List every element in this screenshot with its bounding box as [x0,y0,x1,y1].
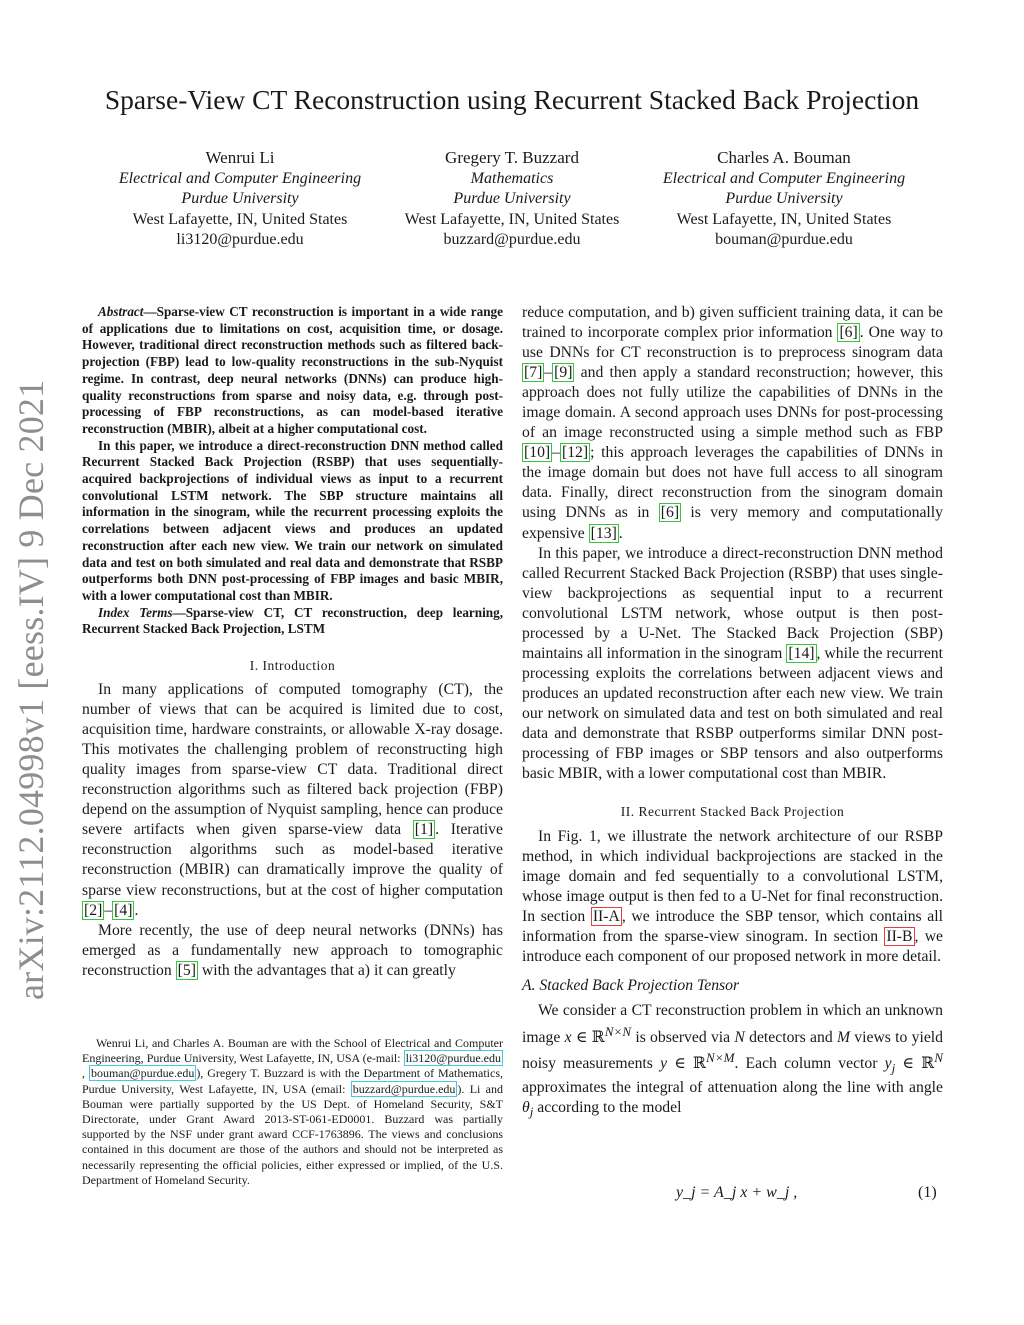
author-email: li3120@purdue.edu [176,231,304,248]
index-terms: Index Terms—Sparse-view CT, CT reconstruction, deep learning, Recurrent Stacked Back Projection, LSTM [82,604,503,637]
right-column [522,303,943,1122]
author-univ: Purdue University [453,190,571,207]
email-link[interactable]: bouman@purdue.edu [90,1066,195,1081]
abstract-paragraph-2: In this paper, we introduce a direct-reconstruction DNN method called Recurrent Stacked Back Projection (RSBP) that uses sequentially-acquired backprojections of individual views as input to a recurrent convolutional LSTM network. The SBP structure maintains all information in the sinogram, while the recurrent processing exploits the correlations between adjacent views and produces an updated reconstruction after each new view. We train our network on simulated data and test on both simulated and real data and demonstrate that RSBP outperforms both DNN post-processing of FBP images and basic MBIR, with a lower computational cost than MBIR. [82,437,503,603]
citation-link[interactable]: [6] [839,324,858,342]
intro-paragraph-3: reduce computation, and b) given sufficient training data, it can be trained to incorporate complex prior information [6] . One way to use DNNs for CT reconstruction is to preprocess sinogram data [7] – [9] and then apply a standard reconstruction; however, this approach does not fully utilize the capabilities of DNNs in the image domain. A second approach uses DNNs for post-processing of an image reconstructed using a simple method such as FBP [10] – [12] ; this approach leverages the capabilities of DNNs in the image domain but does not have full access to all sinogram data. Finally, direct reconstruction from the sinogram domain using DNNs as in [6] is very memory and computationally expensive [13] . [522,304,943,542]
author-dept: Electrical and Computer Engineering [662,169,906,187]
author-univ: Purdue University [725,190,843,207]
author-dept: Electrical and Computer Engineering [118,169,362,187]
author-email: buzzard@purdue.edu [443,231,581,248]
author-univ: Purdue University [181,190,299,207]
citation-link[interactable]: [1] [414,821,434,839]
section-heading-introduction: I. Introduction [249,658,336,674]
author-name: Gregery T. Buzzard [445,148,579,167]
email-link[interactable]: li3120@purdue.edu [405,1051,501,1066]
citation-link[interactable]: [2] [84,901,103,919]
paper-title: Sparse-View CT Reconstruction using Recurrent Stacked Back Projection [104,84,920,115]
citation-link[interactable]: [5] [177,961,196,979]
section2-paragraph-2: We consider a CT reconstruction problem in which an unknown image x ∈ ℝ$^{N\times N}$ is observed via N detectors and M views to yield noisy measurements y ∈ ℝ$^{N\times M}$. Each column vector $y_j$ ∈ ℝ$^N$ approximates the integral of attenuation along the line with angle $\theta_j$ according to the model [522,1002,943,1120]
section-heading-rsbp: II. Recurrent Stacked Back Projection [620,804,845,820]
equation-1: y_j = A_j x + w_j , [676,1184,798,1201]
section-link[interactable]: II-B [886,928,913,946]
citation-link[interactable]: [14] [788,644,815,662]
citation-link[interactable]: [7] [524,364,543,382]
author-location: West Lafayette, IN, United States [676,210,892,228]
citation-link[interactable]: [4] [114,901,133,919]
author-name: Charles A. Bouman [717,148,851,167]
email-link[interactable]: buzzard@purdue.edu [352,1081,456,1096]
author-location: West Lafayette, IN, United States [132,210,348,228]
intro-paragraph-1: In many applications of computed tomography (CT), the number of views that can be acquired is limited due to cost, acquisition time, hardware constraints, or allowable X-ray dosage. This motivates the challenging problem of reconstructing high quality images from sparse-view CT data. Traditional direct reconstruction algorithms such as filtered back projection (FBP) depend on the assumption of Nyquist sampling, hence can produce severe artifacts when given sparse-view data [1] . Iterative reconstruction algorithms such as model-based iterative reconstruction (MBIR) can dramatically improve the quality of sparse view reconstructions, but at the cost of higher computation [2] – [4] . [82,681,503,919]
abstract-label: Abstract [98,304,144,319]
citation-link[interactable]: [9] [554,364,573,382]
citation-link[interactable]: [10] [524,444,551,462]
left-column [82,304,503,981]
author-block-2 [362,148,662,251]
author-location: West Lafayette, IN, United States [404,210,620,228]
author-name: Wenrui Li [205,148,275,167]
footnote [82,1036,503,1188]
citation-link[interactable]: [6] [660,504,680,522]
author-block-3 [634,148,934,251]
abstract-paragraph-1: Abstract—Sparse-view CT reconstruction is important in a wide range of applications due to limitations on cost, acquisition time, or dosage. However, traditional direct reconstruction methods such as filtered back-projection (FBP) lead to low-quality reconstructions in the sub-Nyquist regime. In contrast, deep neural networks (DNNs) can produce high-quality reconstructions from sparse and noisy data, e.g. through post-processing of FBP reconstructions, as can model-based iterative reconstruction (MBIR), albeit at a higher computational cost. [82,304,503,436]
author-email: bouman@purdue.edu [715,231,853,248]
arxiv-side-stamp: arXiv:2112.04998v1 [eess.IV] 9 Dec 2021 [11,379,51,1000]
citation-link[interactable]: [12] [561,444,589,462]
citation-link[interactable]: [13] [590,524,617,542]
intro-paragraph-4: In this paper, we introduce a direct-reconstruction DNN method called Recurrent Stacked Back Projection (RSBP) that uses single-view backprojections as sequential input to a recurrent convolutional LSTM network, whose output is then post-processed by a U-Net. The Stacked Back Projection (SBP) maintains all information in the sinogram [14] , while the recurrent processing exploits the correlations between adjacent views and produces an updated reconstruction after each new view. We train our network on simulated data and test on both simulated and real data and demonstrate that RSBP outperforms similar DNN post-processing of FBP images or SBP tensors and also outperforms basic MBIR, with a lower computational cost than MBIR. [522,544,943,783]
intro-paragraph-2: More recently, the use of deep neural networks (DNNs) has emerged as a fundamentally new approach to tomographic reconstruction [5] with the advantages that a) it can greatly [82,921,503,979]
author-block-1 [90,148,390,251]
footnote-text: Wenrui Li, and Charles A. Bouman are with the School of Electrical and Computer Engineering, Purdue University, West Lafayette, IN, USA (e-mail: li3120@purdue.edu , bouman@purdue.edu ), Gregery T. Buzzard is with the Department of Mathematics, Purdue University, West Lafayette, IN, USA (email: buzzard@purdue.edu ). Li and Bouman were partially supported by the US Dept. of Homeland Security, S&T Directorate, under Grant Award 2013-ST-061-ED0001. Buzzard was partially supported by the NSF under grant award CCF-1763896. The views and conclusions contained in this document are those of the authors and should not be interpreted as necessarily representing the official policies, either expressed or implied, of the U.S. Department of Homeland Security. [82,1036,504,1187]
section-link[interactable]: II-A [592,908,620,926]
section2-paragraph-1: In Fig. 1, we illustrate the network architecture of our RSBP method, in which individual backprojections are stacked in the image domain and fed sequentially to a convolutional LSTM, whose image output is then fed to a U-Net for final reconstruction. In section II-A , we introduce the SBP tensor, which contains all information from the sparse-view sinogram. In section II-B , we introduce each component of our proposed network in more detail. [522,828,943,966]
equation-number: (1) [918,1184,937,1201]
subsection-heading-sbp-tensor: A. Stacked Back Projection Tensor [522,977,740,995]
author-dept: Mathematics [470,169,554,187]
index-terms-label: Index Terms [98,604,173,620]
